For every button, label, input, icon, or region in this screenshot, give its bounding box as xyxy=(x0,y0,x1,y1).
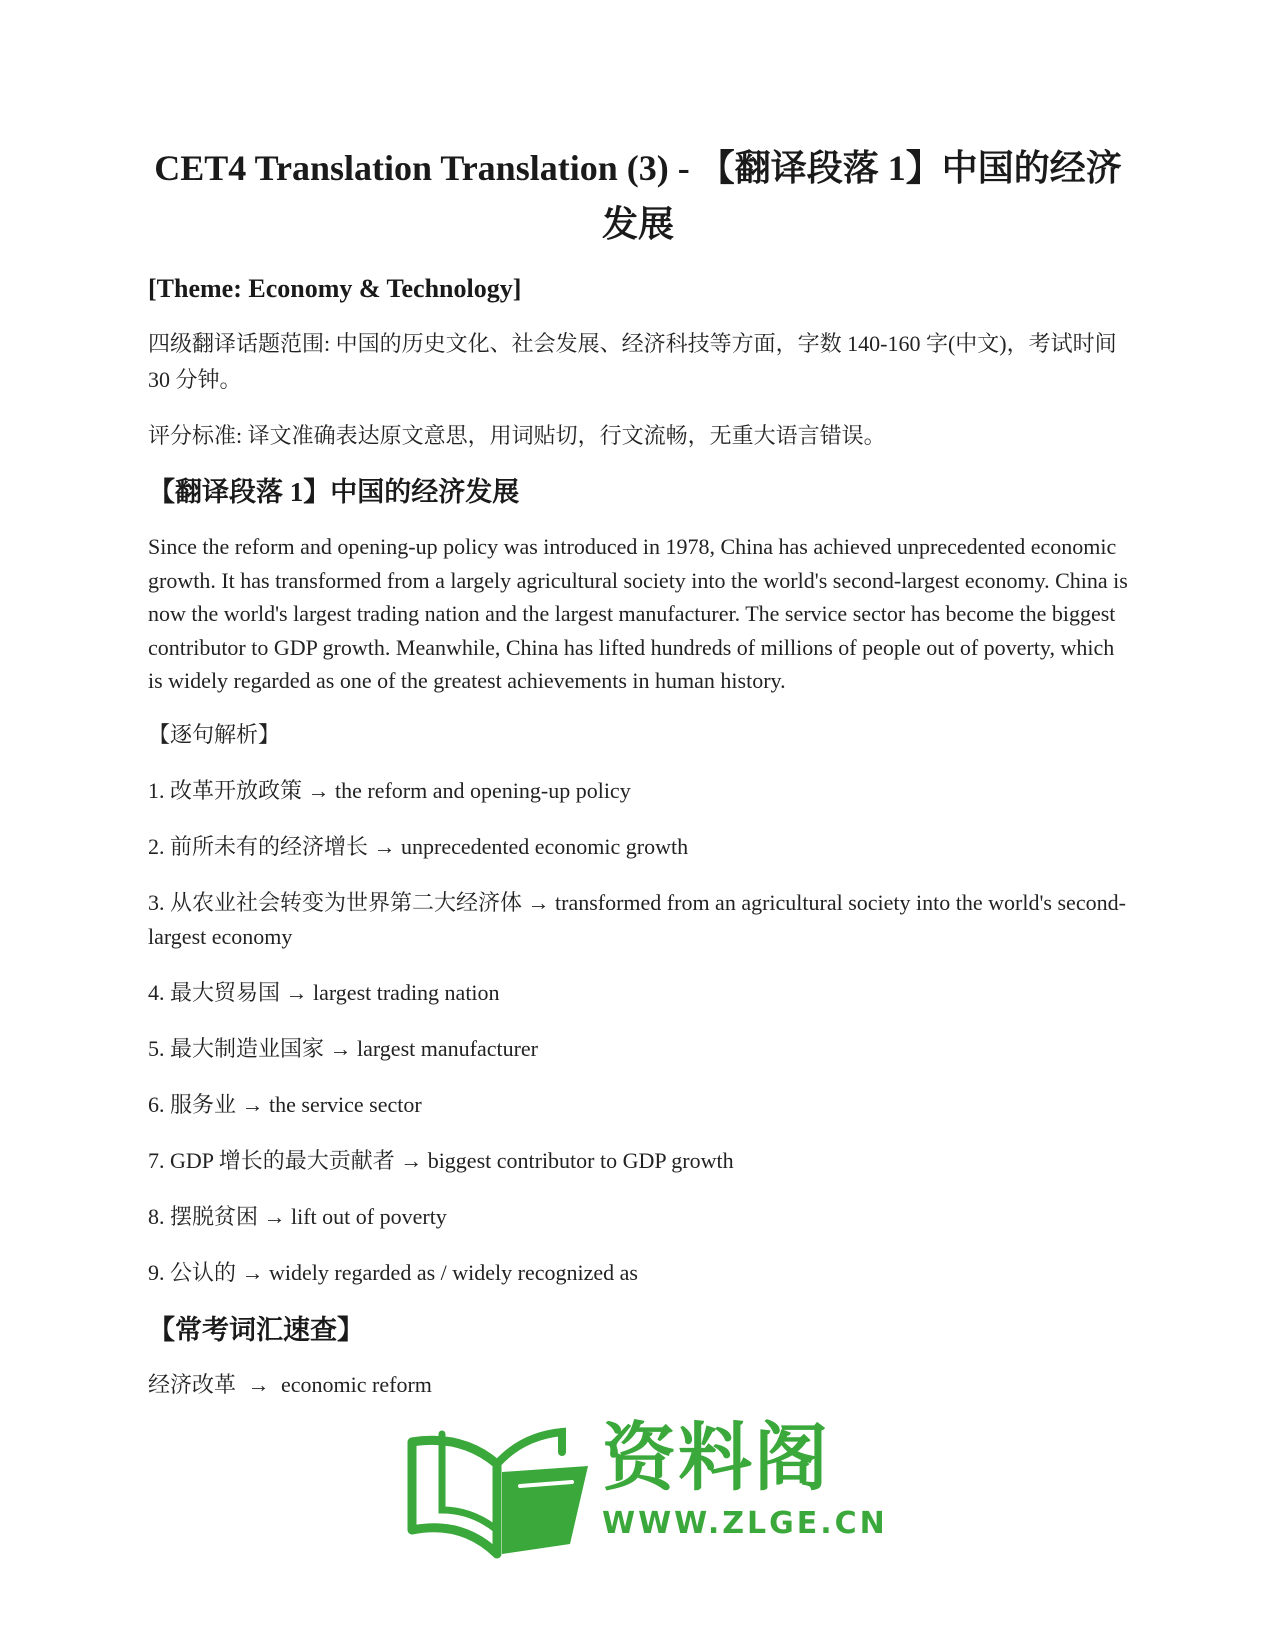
analysis-item: 7. GDP 增长的最大贡献者 → biggest contributor to GDP growth xyxy=(148,1147,734,1173)
analysis-item: 5. 最大制造业国家 → largest manufacturer xyxy=(148,1035,539,1061)
document-title: CET4 Translation Translation (3) - 【翻译段落 1】中国的经济发展 xyxy=(154,148,1122,244)
criteria-paragraph: 评分标准: 译文准确表达原文意思，用词贴切，行文流畅，无重大语言错误。 xyxy=(148,423,886,448)
analysis-item: 6. 服务业 → the service sector xyxy=(148,1091,422,1117)
watermark-url: WWW.ZLGE.CN xyxy=(602,1506,888,1541)
vocab-zh: 经济改革 xyxy=(148,1371,237,1397)
analysis-item: 9. 公认的 → widely regarded as / widely recognized as xyxy=(148,1259,638,1285)
analysis-item: 2. 前所未有的经济增长 → unprecedented economic growth xyxy=(148,833,689,859)
analysis-item: 3. 从农业社会转变为世界第二大经济体 → transformed from an agricultural society into the world's second-largest economy xyxy=(148,889,1126,949)
analysis-item: 4. 最大贸易国 → largest trading nation xyxy=(148,979,500,1005)
vocab-en: economic reform xyxy=(281,1371,432,1397)
analysis-heading: 【逐句解析】 xyxy=(148,721,281,747)
english-paragraph: Since the reform and opening-up policy was introduced in 1978, China has achieved unprecedented economic growth. It has transformed from a largely agricultural society into the world's second-largest economy. China is now the world's largest trading nation and the largest manufacturer. The service sector has become the biggest contributor to GDP growth. Meanwhile, China has lifted hundreds of millions of people out of poverty, which is widely regarded as one of the greatest achievements in human history. xyxy=(148,534,1128,693)
analysis-list xyxy=(148,774,1128,1290)
watermark-logo xyxy=(402,1412,888,1562)
section-heading: 【翻译段落 1】中国的经济发展 xyxy=(148,477,520,507)
watermark-brand: 资料阁 xyxy=(602,1415,830,1501)
arrow-icon: → xyxy=(247,1371,270,1397)
theme-label: [Theme: Economy & Technology] xyxy=(148,274,522,303)
scope-paragraph: 四级翻译话题范围: 中国的历史文化、社会发展、经济科技等方面，字数 140-160 字(中文)，考试时间 30 分钟。 xyxy=(148,331,1117,392)
analysis-item: 8. 摆脱贫困 → lift out of poverty xyxy=(148,1203,447,1229)
book-folder-icon xyxy=(402,1412,602,1562)
analysis-item: 1. 改革开放政策 → the reform and opening-up policy xyxy=(148,777,631,803)
vocab-row xyxy=(148,1368,1128,1402)
vocab-heading: 【常考词汇速查】 xyxy=(148,1314,364,1345)
document-page xyxy=(148,140,1128,1402)
